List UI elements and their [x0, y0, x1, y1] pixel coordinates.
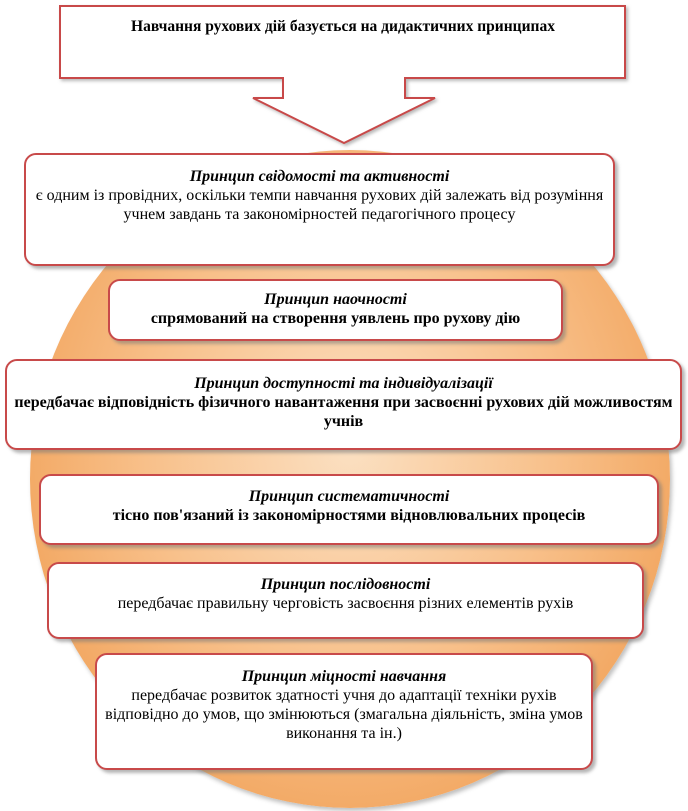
principle-name: Принцип міцності навчання	[241, 668, 447, 685]
principle-description: передбачає відповідність фізичного навантаження при засвоєнні рухових дій можливостям учнів	[14, 394, 673, 430]
principle-box-sequence	[47, 562, 644, 639]
principle-box-systematicity	[39, 474, 659, 545]
principle-name: Принцип систематичності	[248, 488, 450, 505]
principle-name: Принцип доступності та індивідуалізації	[194, 375, 493, 392]
principle-box-consciousness	[24, 153, 615, 266]
principle-description: є одним із провідних, оскільки темпи навчання рухових дій залежать від розуміння учнем завдань та закономірностей педагогічного процесу	[35, 187, 604, 223]
diagram-title: Навчання рухових дій базується на дидактичних принципах	[131, 18, 555, 35]
principle-name: Принцип послідовності	[260, 576, 431, 593]
principle-description: тісно пов'язаний із закономірностями відновлювальних процесів	[112, 507, 586, 524]
principle-name: Принцип свідомості та активності	[189, 168, 450, 185]
principle-name: Принцип наочності	[264, 291, 407, 308]
principle-description: передбачає розвиток здатності учня до адаптації техніки рухів відповідно до умов, що змінюються (змагальна діяльність, зміна умов виконання та ін.)	[105, 687, 583, 742]
principle-box-durability	[95, 653, 593, 770]
title-callout	[0, 0, 688, 150]
principle-description: спрямований на створення уявлень про рухову дію	[150, 310, 521, 327]
principle-box-visibility	[108, 279, 563, 341]
principle-description: передбачає правильну черговість засвоєння різних елементів рухів	[117, 595, 574, 612]
principle-box-accessibility	[5, 359, 682, 450]
